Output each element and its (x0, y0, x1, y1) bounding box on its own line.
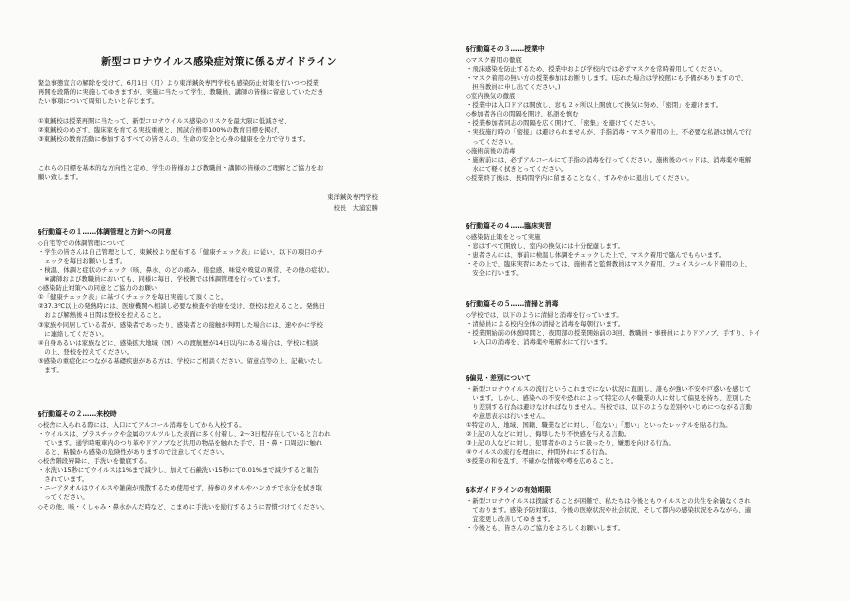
section-line: ⑤感染の重症化につながる基礎疾患がある方は、学校にご相談ください。留意点等の上、記載いたし (38, 357, 323, 365)
section-line: ②37.3℃以上の発熱時には、医療機関へ相談し必要な検査や治療を受け、登校は控えること。発熱日 (38, 303, 326, 311)
section-line: ・今後とも、皆さんのご協力をよろしくお願いします。 (466, 524, 625, 532)
section-line: います。しかし、感染への不安や恐れによって特定の人や職業の人に対して偏見を持ち、差別した (466, 394, 752, 402)
section-line: ◇学校では、以下のように清掃と消毒を行っています。 (466, 311, 623, 319)
section-heading: §行動篇その１……体調管理と方針への同意 (38, 228, 172, 236)
section-line: ◇授業終了後は、長時間学内に留まることなく、すみやかに退出してください。 (466, 174, 693, 182)
section-line: ◇校舎に入られる際には、入口にてアルコール消毒をしてから入校する。 (38, 421, 246, 429)
section-line: や意思表示は行いません。 (466, 412, 549, 420)
section-line: および解熱後４日間は登校を控えること。 (38, 312, 165, 320)
section-line: ・ウイルスは、プラスチックや金属のツルツルした表面に多く付着し、2～3日程存在していると言われ (38, 430, 331, 438)
section-heading: §行動篇その４……臨床実習 (466, 222, 552, 230)
section-line: ・清掃員による校内全体の清掃と消毒を毎朝行います。 (466, 320, 625, 328)
section-line: ④自身あるいは家族などに、感染拡大地域（国）への渡航歴が14日以内にある場合は、学校に相談 (38, 339, 319, 347)
section-line: ってください。 (38, 494, 89, 502)
section-line: ております。感染予防対策は、今後の医療状況や社会状況、そして都内の感染状況をみながら、適 (466, 506, 752, 514)
signature-principal: 校長 大浦宏勝 (333, 205, 378, 212)
section-line: に連絡してください。 (38, 330, 108, 338)
section-line: ・新型コロナウイルスの流行というこれまでにない状況に直面し、誰もが強い不安や戸惑いを感じて (466, 385, 752, 393)
section-line: ・飛沫感染を防止するため、授業中および学校内では必ずマスクを常時着用してください。 (466, 65, 726, 73)
section-line: ◇自宅等での体調管理について (38, 239, 126, 247)
section-heading: §行動篇その２……来校時 (38, 410, 117, 418)
section-line: ・実技施行時の「密接」は避けられませんが、手指消毒・マスク着用の上、不必要な私語は慎んで行 (466, 129, 752, 137)
section-line: ◇施術前後の消毒 (466, 147, 516, 155)
section-line: ①特定の人、地域、国籍、職業などに対し、「危ない」「悪い」といったレッテルを貼る行為。 (466, 422, 732, 429)
section-line: ◇感染防止対策への同意とご協力のお願い (38, 285, 158, 293)
document-title: 新型コロナウイルス感染症対策に係るガイドライン (101, 57, 337, 68)
section-line: ◇感染防止策をとって実施 (466, 233, 541, 241)
section-line: ③家族や同居している者が、感染者であったり、感染者との接触が判明した場合には、速やかに学校 (38, 321, 323, 329)
goal-item: ③東鍼校の教育活動に参加するすべての皆さんの、生命の安全と心身の健康を全力で守ります。 (38, 136, 310, 144)
section-line: ・窓はすべて開放し、室内の換気には十分配慮します。 (466, 242, 625, 250)
section-line: ◇その他、咳・くしゃみ・鼻水かんだ時など、こまめに手洗いを励行するように習慣づけてください。 (38, 503, 329, 511)
section-line: ⑤授業の和を乱す、不確かな情報や噂を広めること。 (466, 458, 618, 466)
section-line: ・その上で、臨床実習にあたっては、施術者と監督教員はマスク着用、フェイスシールド着用の上、 (466, 260, 751, 268)
section-line: ェックを毎日お願いします。 (38, 257, 127, 265)
intro-line: たい事項について周知したいと存じます。 (38, 98, 158, 106)
section-line: ・授業中は入口ドアは開放し、窓も２ヶ所以上開放して換気に努め、「密閉」を避けます。 (466, 102, 723, 110)
section-line: ◇校舎階段昇降に、手洗いを徹底する。 (38, 458, 151, 465)
goal-item: ①東鍼校は授業再開に当たって、新型コロナウイルス感染のリスクを最大限に低減させ、 (38, 118, 291, 125)
section-heading: §本ガイドラインの有効期限 (466, 486, 552, 494)
section-line: ます。 (38, 367, 63, 374)
section-line: ◇室内換気の徹底 (466, 93, 516, 100)
goal-item: ②東鍼校のめざす、臨床家を育てる実技重視と、国試合格率100%の教育目標を掲げ、 (38, 127, 284, 135)
section-line: 担当教員に申し出てください。) (466, 83, 561, 91)
section-line: ってください。 (466, 138, 517, 146)
section-line: ④ウイルスの流行を理由に、仲間外れにする行為。 (466, 449, 611, 457)
section-line: ると、粘膜から感染の危険性がありますので注意してください。 (38, 448, 229, 456)
section-heading: §行動篇その３……授業中 (466, 45, 545, 53)
signature-school: 東洋鍼灸専門学校 (327, 194, 378, 201)
section-line: レ入口の消毒を、消毒薬や電解水にて行います。 (466, 338, 612, 346)
section-line: ・ニーアタオルはウイルスや雑菌が飛散するため使用せず、持参のタオルやハンカチで水分を拭き取 (38, 485, 322, 493)
section-line: ※講師および教職員においても、同様に毎日、学校側では体調管理を行っています。 (38, 276, 285, 283)
section-line: ・授業参加者同志の間隔を広く開けて、「密集」を避けてください。 (466, 120, 660, 128)
section-line: ・新型コロナウイルスは撲滅することが困難で、私たちは今後ともウイルスとの共生を余儀なくされ (466, 497, 751, 505)
section-line: ・検温、体調と症状のチェック（咳、鼻水、のどの痛み、倦怠感、味覚や嗅覚の異常、その他の症状）。 (38, 266, 334, 274)
section-line: ②上記の人などに対し、侮辱したり不快感を与える言動。 (466, 431, 631, 439)
section-line: ・マスク着用の無い方の授業参加はお断りします。(忘れた場合は学校館にも予備がありますので、 (466, 74, 748, 82)
intro-line: 再開を段階的に実施してゆきますが、実施に当たって学生、教職員、講師の皆様に留意していただき (38, 89, 324, 97)
section-line: 水にて軽く拭きとってください。 (466, 165, 568, 173)
section-line: ・患者さんには、事前に検温し体調をチェックした上で、マスク着用で臨んでもらいます。 (466, 251, 726, 259)
section-line: 宜変更し改善してゆきます。 (466, 515, 555, 523)
section-line: り差別する行為は避けなければなりません。当校では、以下のような差別やいじめにつながる言動 (466, 403, 752, 411)
section-line: ◇マスク着用の徹底 (466, 56, 522, 64)
section-line: ・水洗い15秒にてウイルスは1%まで減少し、加えて石鹸洗い15秒にて0.01%まで減少すると報告 (38, 467, 320, 475)
section-line: 安全に行います。 (466, 270, 523, 277)
closing-line: 願い致します。 (38, 174, 82, 182)
section-line: ています。通学時電車内のつり革やドアノブなど共用の物品を触れた手で、目・鼻・口周辺に触れ (38, 439, 323, 447)
section-line: の上、登校を控えてください。 (38, 348, 134, 356)
section-line: ◇参加者各自の間隔を開け、私語を慎む (466, 111, 579, 119)
section-line: ③上記の人などに対し、犯罪者かのように扱ったり、嫌悪を向ける行為。 (466, 440, 675, 448)
section-line: ①「健康チェック表」に基づくチェックを毎日実施して頂くこと。 (38, 294, 228, 302)
intro-line: 緊急事態宣言の解除を受けて、6月1日（月）より東洋鍼灸専門学校も感染防止対策を行いつつ授業 (38, 80, 319, 87)
section-line: ・学生の皆さんは自己管理として、東鍼校より配布する「健康チェック表」に従い、以下の項目のチ (38, 248, 324, 256)
section-line: ・施術前には、必ずアルコールにて手指の消毒を行ってください。施術後のベッドは、消毒薬や電解 (466, 156, 752, 164)
section-line: ・授業開始前の休憩時間と、夜間部の授業開始前の3回、教職員・事務員によりドアノブ、手すり、トイ (466, 329, 761, 337)
closing-line: これらの目標を基本的な方向性と定め、学生の皆様および教職員・講師の皆様のご理解とご協力をお (38, 165, 324, 172)
section-heading: §偏見・差別について (466, 374, 531, 382)
section-line: されています。 (38, 476, 89, 484)
section-heading: §行動篇その５……清掃と消毒 (466, 300, 559, 308)
